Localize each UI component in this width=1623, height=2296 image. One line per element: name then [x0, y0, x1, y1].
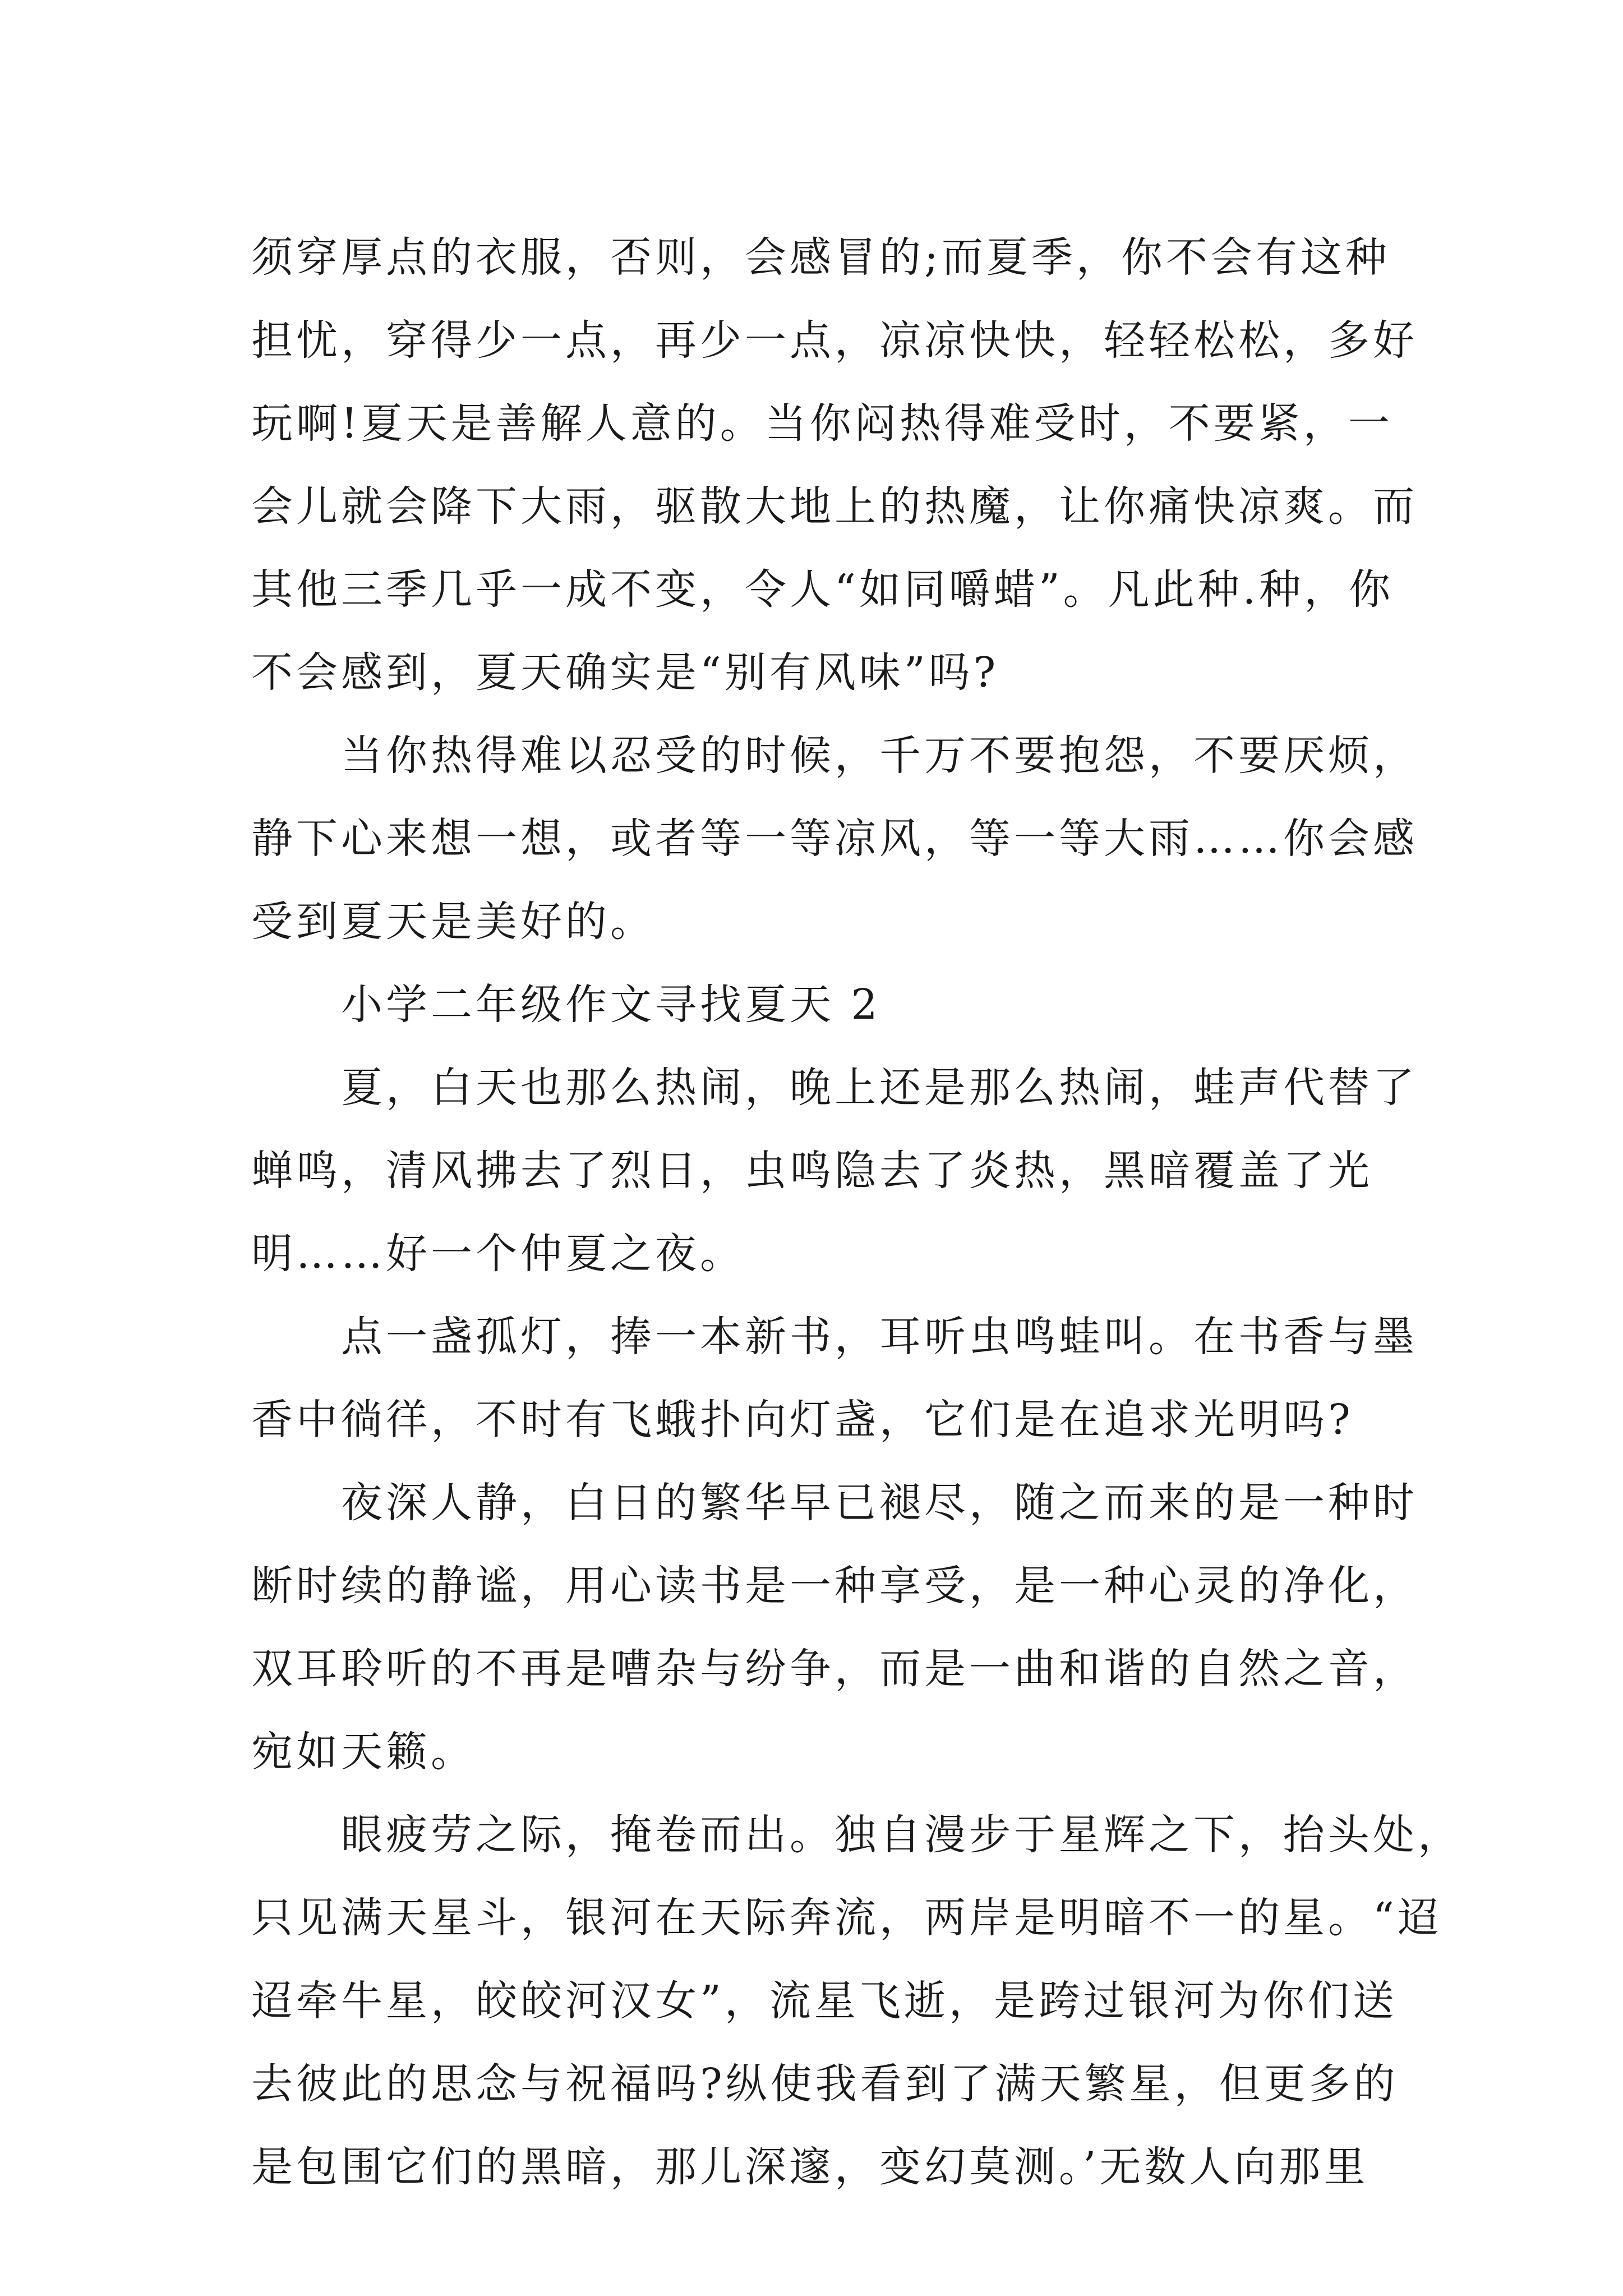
- paragraph-first-line: 夜深人静，白日的繁华早已褪尽，随之而来的是一种时: [341, 1479, 1418, 1527]
- text-line: 明……好一个仲夏之夜。: [251, 1230, 745, 1278]
- text-line: 只见满天星斗，银河在天际奔流，两岸是明暗不一的星。“迢: [251, 1894, 1442, 1942]
- text-line: 断时续的静谧，用心读书是一种享受，是一种心灵的净化，: [251, 1562, 1418, 1610]
- text-line: 香中徜徉，不时有飞蛾扑向灯盏，它们是在追求光明吗?: [251, 1396, 1354, 1444]
- paragraph-first-line: 眼疲劳之际，掩卷而出。独自漫步于星辉之下，抬头处，: [341, 1811, 1463, 1859]
- paragraph-first-line: 夏，白天也那么热闹，晚上还是那么热闹，蛙声代替了: [341, 1064, 1418, 1112]
- text-line: 会儿就会降下大雨，驱散大地上的热魔，让你痛快凉爽。而: [251, 482, 1418, 531]
- paragraph-first-line: 点一盏孤灯，捧一本新书，耳听虫鸣蛙叫。在书香与墨: [341, 1313, 1418, 1361]
- text-line: 不会感到，夏天确实是“别有风味”吗?: [251, 648, 999, 697]
- text-line: 是包围它们的黑暗，那儿深邃，变幻莫测。’无数人向那里: [251, 2143, 1369, 2191]
- text-line: 迢牵牛星，皎皎河汉女”，流星飞逝，是跨过银河为你们送: [251, 1977, 1398, 2025]
- text-line: 担忧，穿得少一点，再少一点，凉凉快快，轻轻松松，多好: [251, 316, 1418, 365]
- text-line: 蝉鸣，清风拂去了烈日，虫鸣隐去了炎热，黑暗覆盖了光: [251, 1147, 1373, 1195]
- text-line: 受到夏天是美好的。: [251, 898, 655, 946]
- text-line: 须穿厚点的衣服，否则，会感冒的;而夏季，你不会有这种: [251, 233, 1390, 282]
- text-line: 静下心来想一想，或者等一等凉风，等一等大雨……你会感: [251, 815, 1418, 863]
- text-line: 宛如天籁。: [251, 1728, 476, 1776]
- document-body: [251, 216, 1463, 2208]
- text-line: 去彼此的思念与祝福吗?纵使我看到了满天繁星，但更多的: [251, 2060, 1399, 2108]
- section-title: 小学二年级作文寻找夏天 2: [341, 981, 881, 1029]
- text-line: 双耳聆听的不再是嘈杂与纷争，而是一曲和谐的自然之音，: [251, 1645, 1418, 1693]
- text-line: 其他三季几乎一成不变，令人“如同嚼蜡”。凡此种.种，你: [251, 565, 1394, 614]
- paragraph-first-line: 当你热得难以忍受的时候，千万不要抱怨，不要厌烦，: [341, 731, 1418, 780]
- text-line: 玩啊!夏天是善解人意的。当你闷热得难受时，不要紧，一: [251, 399, 1393, 448]
